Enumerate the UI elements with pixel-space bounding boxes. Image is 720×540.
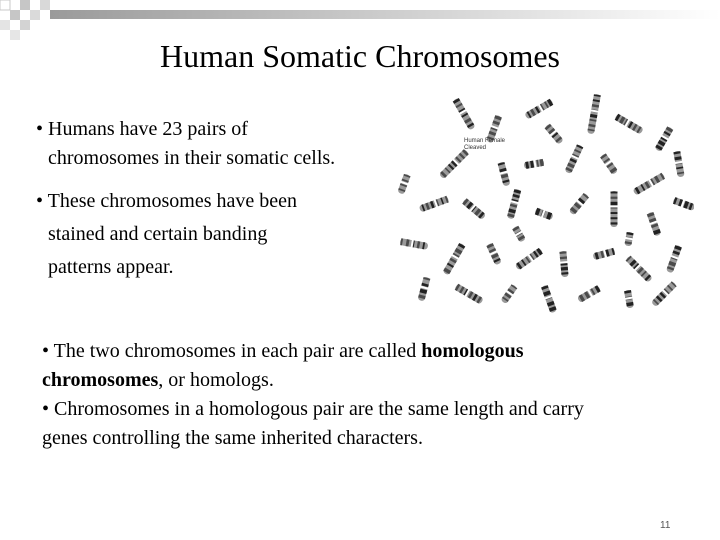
slide-title: Human Somatic Chromosomes [160,38,560,74]
chromosome-shape [523,158,544,169]
bullet-line: genes controlling the same inherited characters. [42,427,423,449]
chromosome-shape [514,247,543,271]
chromosome-shape [587,94,602,134]
chromosome-band [611,202,618,206]
chromosome-shape [672,196,694,211]
bullet-homologous [42,337,712,395]
bullet-line: • These chromosomes have been [36,190,297,212]
chromosome-shape [461,198,486,221]
chromosome-band [611,222,618,224]
chromosome-shape [497,161,511,186]
chromosome-band [561,267,568,271]
chromosome-body [611,191,618,227]
chromosome-shape [577,285,602,304]
bullet-chromosome-count [36,115,406,173]
chromosome-shape [397,173,411,195]
chromosome-shape [614,113,644,135]
chromosome-shape [512,225,527,243]
chromosome-shape [400,238,429,251]
page-number: 11 [660,520,671,531]
chromosome-shape [486,242,503,265]
chromosome-shape [651,281,678,308]
image-caption: Human Female Cleaved [464,138,506,151]
chromosome-shape [438,148,469,179]
chromosome-shape [610,191,618,227]
chromosome-shape [665,244,682,273]
bullet-line: chromosomes in their somatic cells. [48,147,336,169]
bullet-homolog-properties [42,395,712,453]
chromosome-shape [417,276,431,301]
bold-term: chromosomes [42,369,159,391]
bullet-line: patterns appear. [48,256,174,278]
centromere [610,205,618,207]
karyotype-image [394,94,694,314]
chromosome-shape [442,242,466,275]
chromosome-shape [632,172,665,196]
chromosome-shape [592,247,615,260]
chromosome-band [611,217,618,219]
chromosome-shape [623,289,634,308]
chromosome-shape [500,284,518,305]
chromosome-shape [564,144,584,175]
chromosome-shape [599,153,618,176]
chromosome-shape [419,195,450,213]
bullet-text: , or homologs. [158,369,274,391]
bullet-text: • The two chromosomes in each pair are called [42,340,422,362]
bullet-staining [36,185,386,284]
chromosome-shape [454,283,484,305]
chromosome-shape [559,251,569,278]
chromosome-shape [624,231,634,246]
chromosome-shape [654,126,674,153]
chromosome-shape [673,151,685,178]
chromosome-body [651,281,677,307]
chromosome-shape [646,211,662,236]
chromosome-spread [394,94,694,314]
chromosome-shape [625,255,653,283]
chromosome-band [611,197,618,199]
chromosome-shape [524,98,554,120]
bullet-line: • Humans have 23 pairs of [36,118,248,140]
chromosome-shape [540,284,557,313]
chromosome-shape [544,123,564,145]
chromosome-shape [506,188,521,219]
chromosome-shape [568,192,590,216]
bullet-line: stained and certain banding [48,223,268,245]
chromosome-band [611,192,618,194]
bullet-line: • Chromosomes in a homologous pair are the same length and carry [42,398,584,420]
bold-term: homologous [421,340,524,362]
chromosome-band [611,212,618,214]
chromosome-shape [534,207,554,221]
chromosome-shape [452,97,476,130]
